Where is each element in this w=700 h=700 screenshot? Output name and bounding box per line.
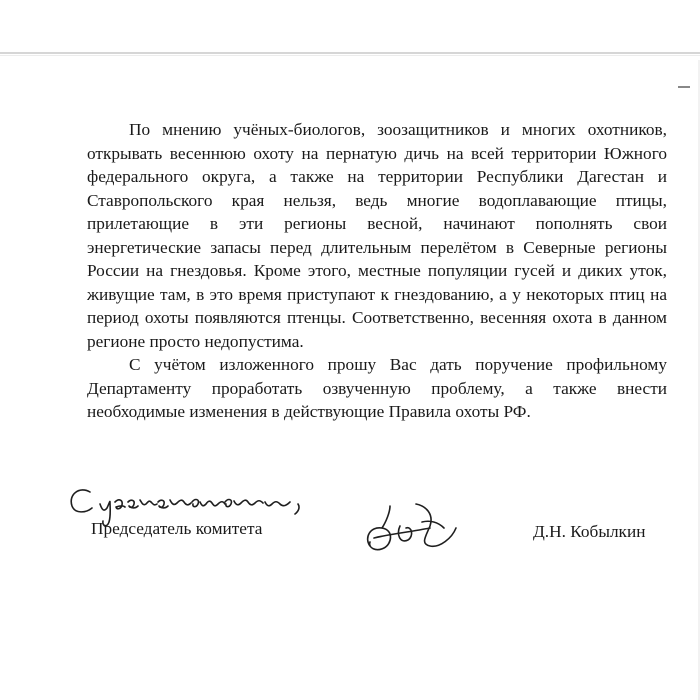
paragraph-line: С учётом изложенного прошу Вас дать поручение профильному — [129, 355, 667, 374]
page-edge-line — [0, 52, 700, 54]
paragraph-line: России на гнездовья. Кроме этого, местные популяции гусей и диких уток, — [87, 261, 667, 280]
signatory-name: Д.Н. Кобылкин — [533, 522, 646, 541]
corner-mark — [678, 86, 690, 88]
top-margin — [0, 0, 700, 44]
page-edge-shadow — [0, 55, 700, 56]
paragraph-line: необходимые изменения в действующие Правила охоты РФ. — [87, 402, 531, 421]
paragraph-line: регионе просто недопустима. — [87, 331, 304, 351]
paragraph-line: живущие там, в это время приступают к гнездованию, а у некоторых птиц на — [87, 284, 667, 304]
signatory-position: Председатель комитета — [91, 519, 263, 538]
letter-body — [87, 118, 667, 424]
paragraph-line: Ставропольского края нельзя, ведь многие водоплавающие птицы, — [87, 190, 667, 210]
paragraph-1 — [87, 118, 667, 353]
paragraph-line: Департаменту проработать озвученную проблему, а также внести — [87, 378, 667, 398]
paragraph-line: По мнению учёных-биологов, зоозащитников и многих охотников, — [129, 120, 667, 139]
paragraph-line: федерального округа, а также на территории Республики Дагестан и — [87, 167, 667, 186]
paragraph-line: открывать весеннюю охоту на пернатую дичь на всей территории Южного — [87, 143, 667, 163]
paragraph-line: энергетические запасы перед длительным перелётом в Северные регионы — [87, 237, 667, 257]
paragraph-2 — [87, 353, 667, 424]
signature-image — [360, 498, 470, 558]
paragraph-line: период охоты появляются птенцы. Соответственно, весенняя охота в данном — [87, 308, 667, 327]
paragraph-line: прилетающие в эти регионы весной, начинают пополнять свои — [87, 214, 667, 233]
